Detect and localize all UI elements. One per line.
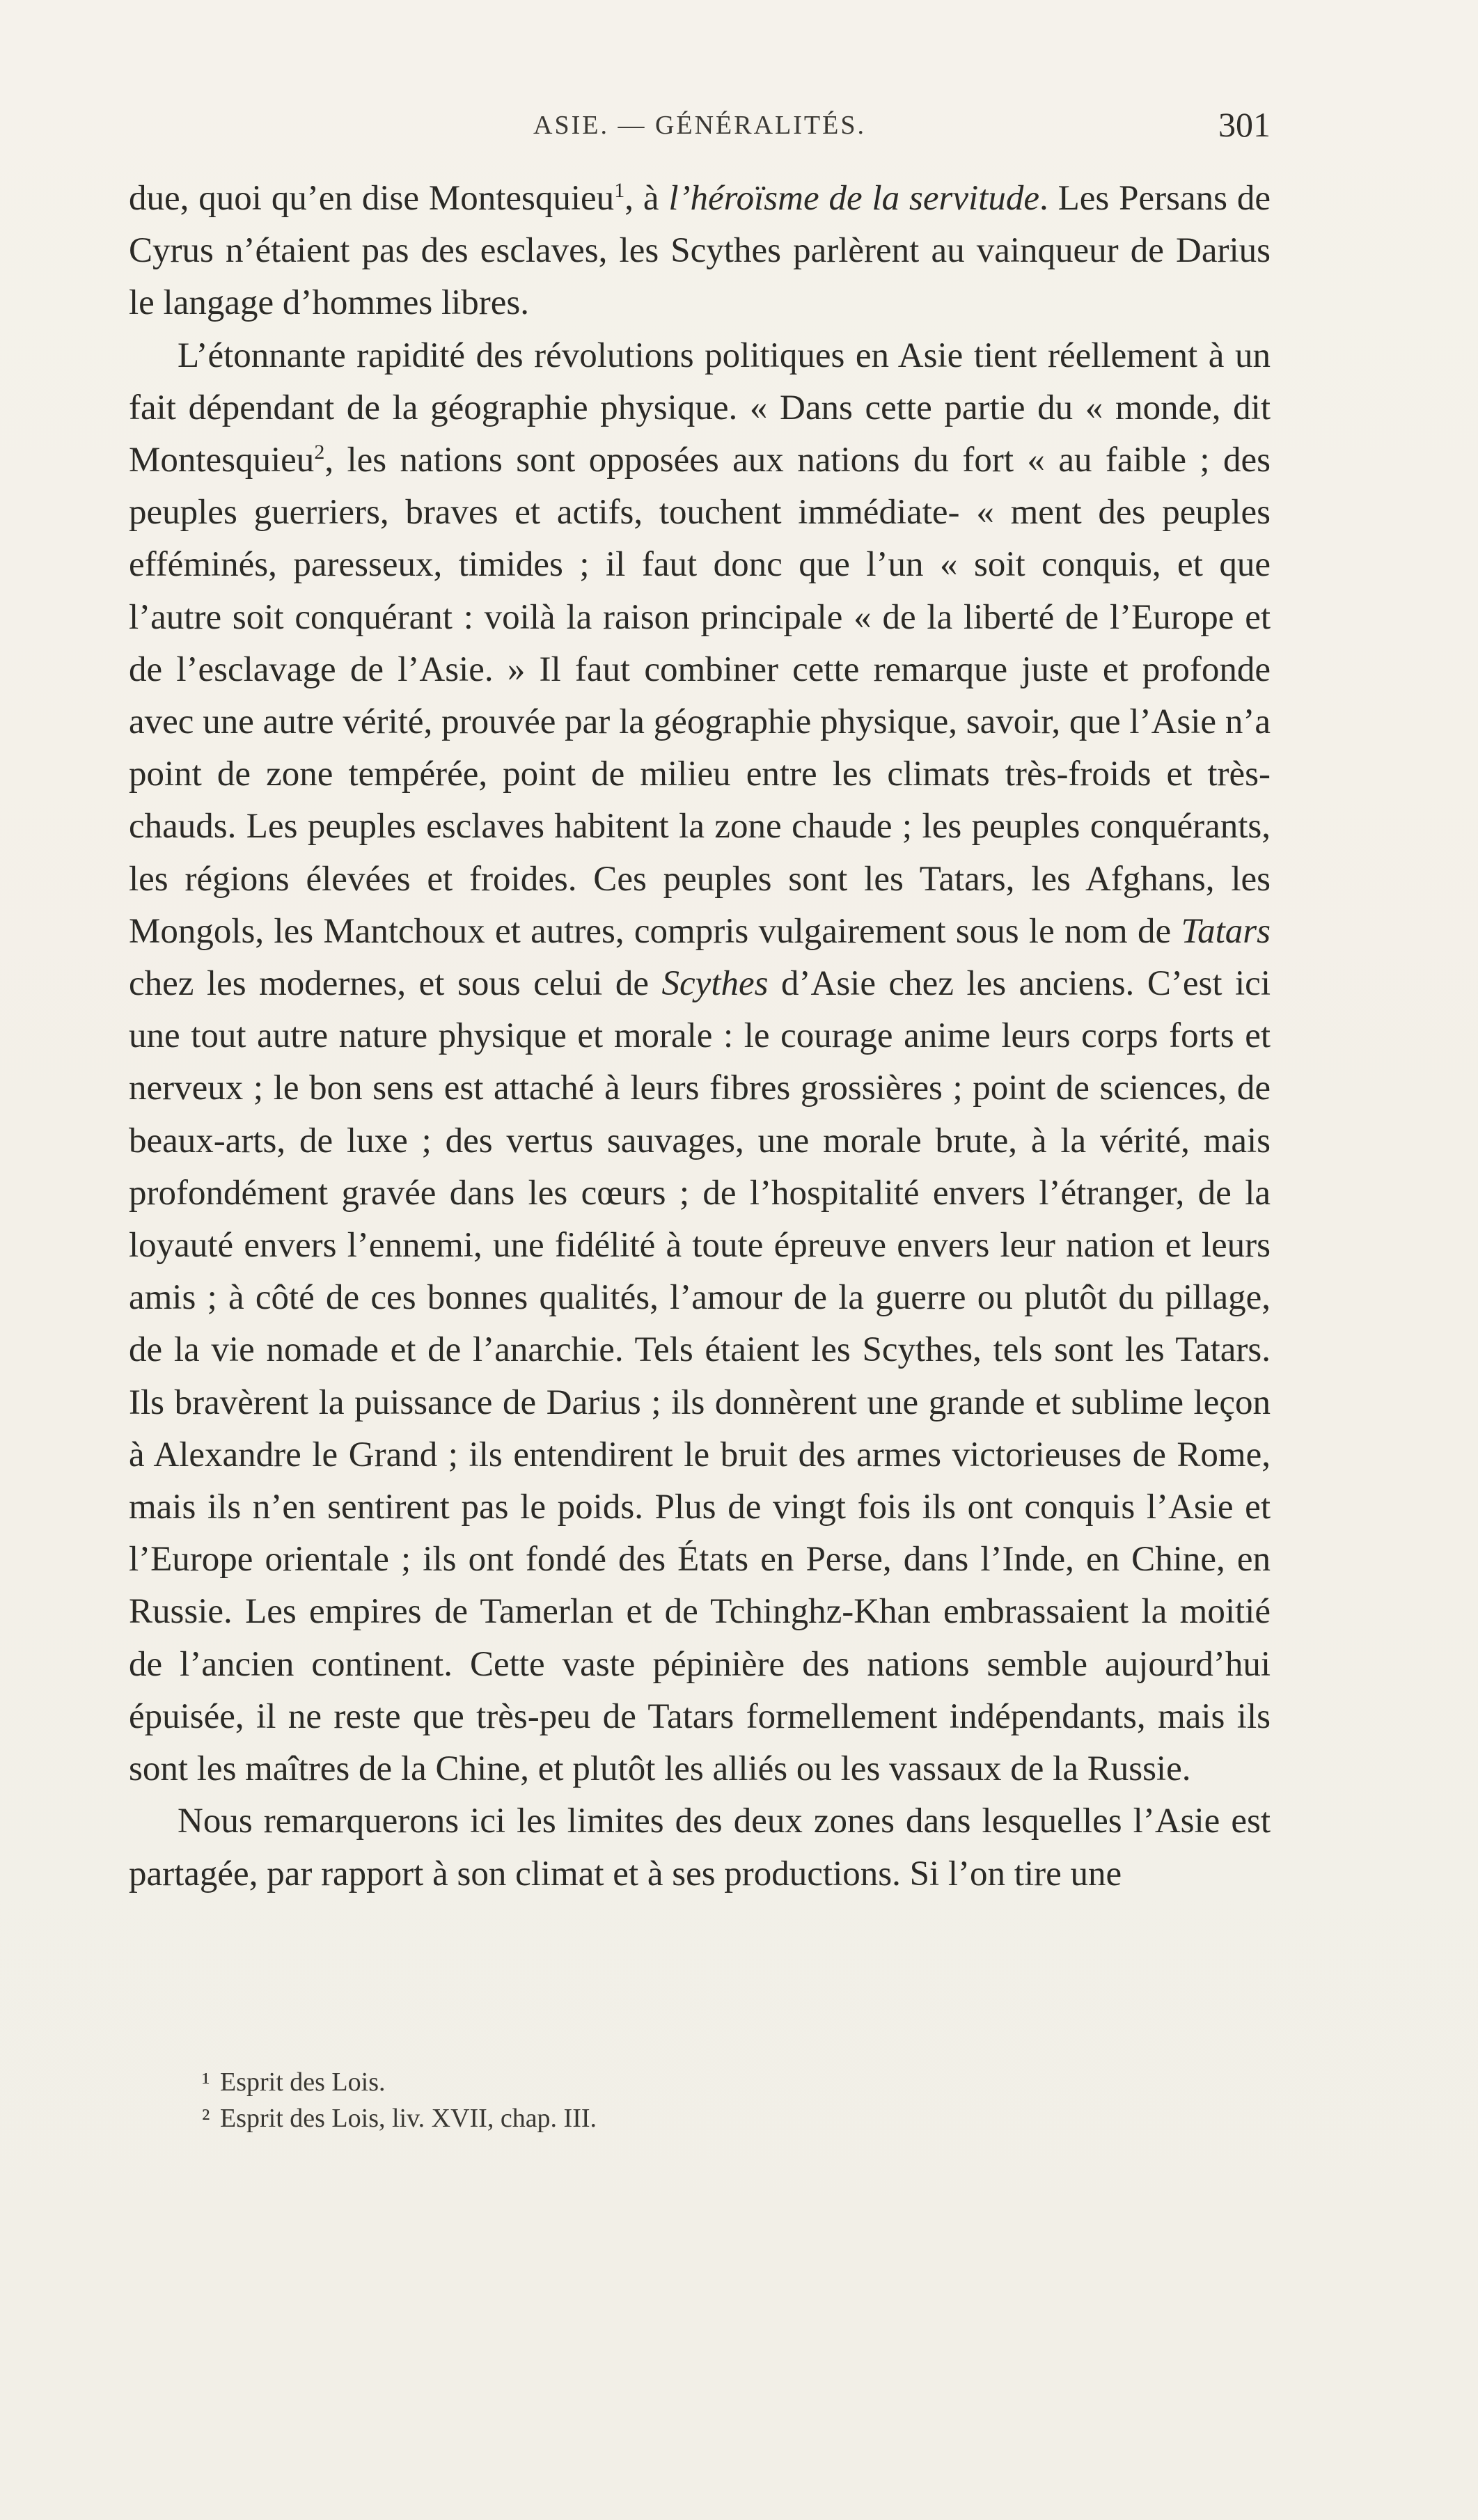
paragraph-2-text-b: , les nations sont opposées aux nations du fort « au faible ; des peuples guerriers, braves et actifs, touchent immédiate- « ment des peuples efféminés, paresseux, timides ; il faut donc que l’un « soit conquis, et que l’autre soit conquérant : voilà la raison principale « de la liberté de l’Europe et de l’esclavage de l’Asie. » Il faut combiner cette remarque juste et profonde avec une autre vérité, prouvée par la géographie physique, savoir, que l’Asie n’a point de zone tempérée, point de milieu entre les climats très-froids et très-chauds. Les peuples esclaves habitent la zone chaude ; les peuples conquérants, les régions élevées et froides. Ces peuples sont les Tatars, les Afghans, les Mongols, les Mantchoux et autres, compris vulgairement sous le nom de <box>129 441 1271 951</box>
paragraph-1-text-b: , à <box>624 179 669 218</box>
footnote-ref-1: 1 <box>614 179 625 202</box>
paragraph-3 <box>129 1795 1271 1900</box>
footnote-2 <box>202 2100 1177 2136</box>
footnote-2-text: Esprit des Lois, liv. XVII, chap. III. <box>220 2104 597 2133</box>
footnote-2-mark: ² <box>202 2104 210 2133</box>
paragraph-2 <box>129 330 1271 1796</box>
main-text <box>129 173 1271 1900</box>
paragraph-3-text-a: Nous remarquerons ici les limites des deux zones dans lesquelles l’Asie est partagée, par rapport à son climat et à ses productions. Si l’on tire une <box>129 1802 1271 1893</box>
footnote-1-mark: ¹ <box>202 2068 210 2097</box>
footnote-1 <box>202 2064 1177 2100</box>
paragraph-1-text-a: due, quoi qu’en dise Montesquieu <box>129 179 615 218</box>
paragraph-1-italic: l’héroïsme de la servitude <box>668 179 1039 218</box>
footnote-ref-2: 2 <box>314 441 325 464</box>
running-head: ASIE. — GÉNÉRALITÉS. <box>533 111 866 140</box>
paragraph-2-text-d: d’Asie chez les anciens. C’est ici une tout autre nature physique et morale : le courage anime leurs corps forts et nerveux ; le bon sens est attaché à leurs fibres grossières ; point de sciences, de beaux-arts, de luxe ; des vertus sauvages, une morale brute, à la vérité, mais profondément gravée dans les cœurs ; de l’hospitalité envers l’étranger, de la loyauté envers l’ennemi, une fidélité à toute épreuve envers leur nation et leurs amis ; à côté de ces bonnes qualités, l’amour de la guerre ou plutôt du pillage, de la vie nomade et de l’anarchie. Tels étaient les Scythes, tels sont les Tatars. Ils bravèrent la puissance de Darius ; ils donnèrent une grande et sublime leçon à Alexandre le Grand ; ils entendirent le bruit des armes victorieuses de Rome, mais ils n’en sentirent pas le poids. Plus de vingt fois ils ont conquis l’Asie et l’Europe orientale ; ils ont fondé des États en Perse, dans l’Inde, en Chine, en Russie. Les empires de Tamerlan et de Tchinghz-Khan embrassaient la moitié de l’ancien continent. Cette vaste pépinière des nations semble aujourd’hui épuisée, il ne reste que très-peu de Tatars formellement indépendants, mais ils sont les maîtres de la Chine, et plutôt les alliés ou les vassaux de la Russie. <box>129 964 1271 1789</box>
footnote-1-text: Esprit des Lois. <box>220 2068 386 2097</box>
paragraph-1-text-c: . Les Persans de Cyrus n’étaient pas des esclaves, les Scythes parlèrent au vainqueur de Darius le langage d’hommes libres. <box>129 179 1271 323</box>
page-number: 301 <box>1218 105 1271 144</box>
paragraph-2-italic-tatars: Tatars <box>1181 911 1271 951</box>
footnotes <box>202 2064 1177 2136</box>
paragraph-2-text-a: L’étonnante rapidité des révolutions politiques en Asie tient réellement à un fait dépendant de la géographie physique. « Dans cette partie du « monde, dit Montesquieu <box>129 336 1271 480</box>
paragraph-1 <box>129 173 1271 330</box>
paragraph-2-italic-scythes: Scythes <box>661 964 769 1004</box>
paragraph-2-text-c: chez les modernes, et sous celui de <box>129 964 662 1004</box>
page-header <box>129 104 1271 153</box>
